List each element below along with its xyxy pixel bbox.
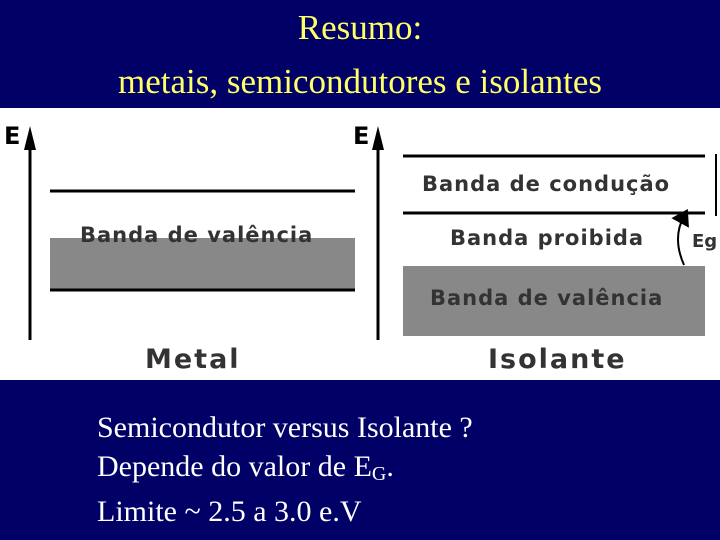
body-line-limite: Limite ~ 2.5 a 3.0 e.V <box>97 495 362 528</box>
metal-energy-axis-label: E <box>4 122 21 150</box>
body-line-2-subscript: G <box>371 463 387 485</box>
insulator-energy-axis-label: E <box>353 122 370 150</box>
band-gap-arrow <box>678 216 684 265</box>
conduction-band-label: Banda de condução <box>422 172 671 196</box>
body-line-depende-valor-eg <box>97 449 394 492</box>
insulator-caption: Isolante <box>488 344 627 375</box>
forbidden-band-label: Banda proibida <box>450 226 645 250</box>
band-diagram-figure <box>0 108 720 380</box>
body-line-2-suffix: . <box>386 450 394 483</box>
metal-energy-arrowhead <box>24 126 36 150</box>
slide-title-line-1: Resumo: <box>297 8 423 47</box>
metal-caption: Metal <box>145 344 241 375</box>
metal-valence-band-label: Banda de valência <box>80 223 314 247</box>
insulator-energy-arrowhead <box>372 126 384 150</box>
band-diagram <box>0 108 720 380</box>
body-line-2-prefix: Depende do valor de E <box>97 450 372 483</box>
insulator-valence-band-label: Banda de valência <box>430 286 664 310</box>
slide-title-line-2: metais, semicondutores e isolantes <box>117 62 603 101</box>
body-line-semicondutor-vs-isolante: Semicondutor versus Isolante ? <box>97 411 473 444</box>
band-gap-symbol: Eg <box>692 231 718 252</box>
